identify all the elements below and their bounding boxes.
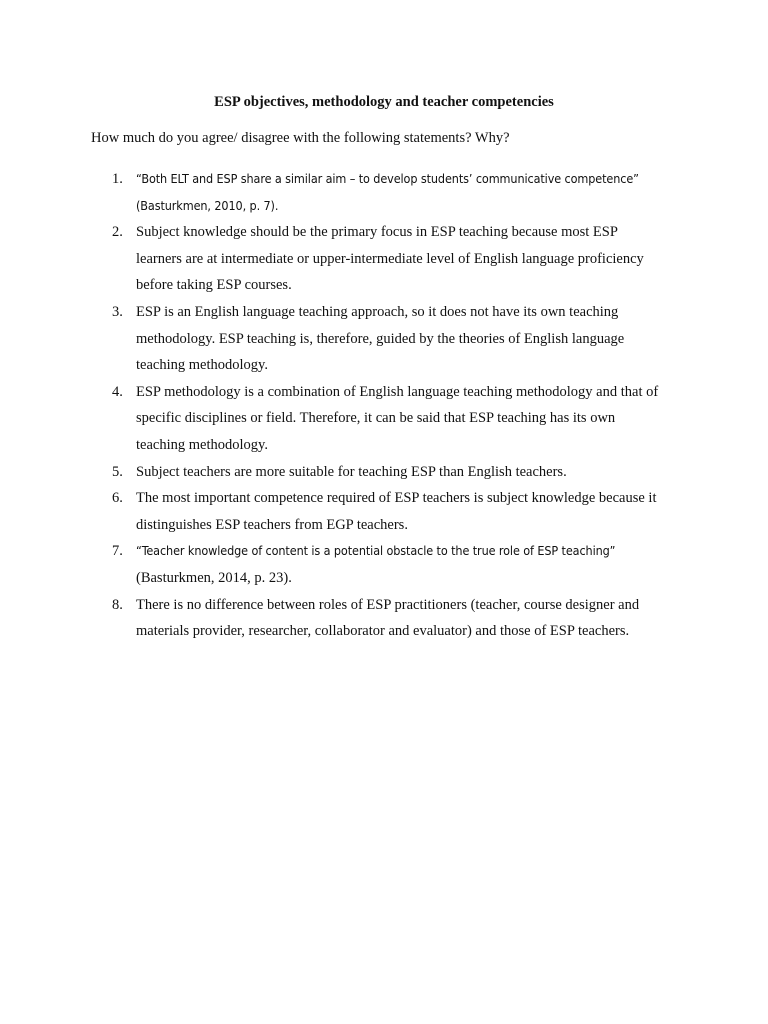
item-number: 7. [112, 543, 123, 560]
item-text: (Basturkmen, 2014, p. 23). [136, 569, 292, 586]
list-item [0, 219, 666, 299]
list-item [0, 485, 666, 538]
list-item [0, 299, 666, 379]
item-number: 4. [112, 383, 123, 400]
intro-question: How much do you agree/ disagree with the following statements? Why? [91, 130, 510, 146]
item-number: 8. [112, 596, 123, 613]
item-text: ESP methodology is a combination of English language teaching methodology and that of specific disciplines or field. Therefore, it can be said that ESP teaching has its own teaching methodology. [136, 383, 659, 453]
list-item [0, 459, 666, 486]
list-item [0, 538, 666, 591]
item-quote: “Both ELT and ESP share a similar aim – to develop students’ communicative competence” (Basturkmen, 2010, p. 7). [136, 171, 639, 213]
list-item [0, 166, 666, 219]
item-text: The most important competence required of ESP teachers is subject knowledge because it distinguishes ESP teachers from EGP teachers. [136, 490, 657, 533]
item-number: 6. [112, 490, 123, 507]
statement-list [0, 166, 768, 645]
item-text: Subject knowledge should be the primary focus in ESP teaching because most ESP learners are at intermediate or upper-intermediate level of English language proficiency before taking ESP courses. [136, 224, 644, 294]
list-item [0, 592, 666, 645]
item-text: There is no difference between roles of ESP practitioners (teacher, course designer and materials provider, researcher, collaborator and evaluator) and those of ESP teachers. [136, 596, 640, 640]
document-title: ESP objectives, methodology and teacher competencies [214, 94, 554, 110]
item-number: 1. [112, 171, 123, 187]
list-item [0, 379, 666, 459]
item-number: 2. [112, 224, 123, 241]
item-quote: “Teacher knowledge of content is a potential obstacle to the true role of ESP teaching” [136, 543, 616, 559]
item-text: ESP is an English language teaching approach, so it does not have its own teaching methodology. ESP teaching is, therefore, guided by the theories of English language teaching methodology. [136, 303, 625, 374]
item-number: 5. [112, 463, 123, 480]
item-number: 3. [112, 303, 123, 320]
item-text: Subject teachers are more suitable for teaching ESP than English teachers. [136, 463, 567, 480]
